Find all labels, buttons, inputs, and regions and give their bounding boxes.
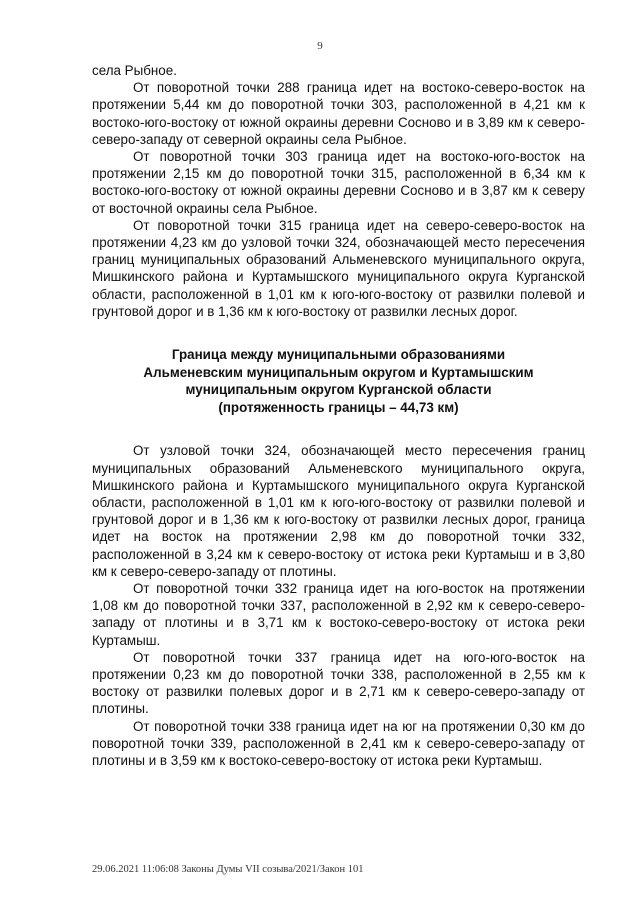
heading-line: муниципальным округом Курганской области <box>185 382 492 398</box>
paragraph: От поворотной точки 337 граница идет на юго-юго-восток на протяжении 0,23 км до поворотной точки 338, расположенной в 2,55 км к востоку от развилки полевых дорог и в 2,71 км к северо-северо-западу от плотины. <box>92 649 585 717</box>
paragraph: От поворотной точки 315 граница идет на северо-северо-восток на протяжении 4,23 км до узловой точки 324, обозначающей место пересечения границ муниципальных образований Альменевского муниципального округа, Мишкинского района и Куртамышского муниципального округа Курганской области, расположенной в 1,01 км к юго-юго-востоку от развилки полевой и грунтовой дорог и в 1,36 км к юго-востоку от развилки лесных дорог. <box>92 217 585 319</box>
document-footer: 29.06.2021 11:06:08 Законы Думы VII созыва/2021/Закон 101 <box>92 864 364 875</box>
paragraph: От поворотной точки 338 граница идет на юг на протяжении 0,30 км до поворотной точки 339, расположенной в 2,41 км к северо-северо-западу от плотины и в 3,59 км к востоко-северо-востоку от истока реки Куртамыш. <box>92 718 585 769</box>
paragraph: От поворотной точки 303 граница идет на востоко-юго-восток на протяжении 2,15 км до поворотной точки 315, расположенной в 6,34 км к востоко-юго-востоку от южной окраины деревни Сосново и в 3,87 км к северу от восточной окраины села Рыбное. <box>92 149 585 216</box>
paragraph: От поворотной точки 288 граница идет на востоко-северо-восток на протяжении 5,44 км до поворотной точки 303, расположенной в 4,21 км к востоко-юго-востоку от южной окраины деревни Сосново и в 3,89 км к северо-северо-западу от северной окраины села Рыбное. <box>92 80 585 147</box>
section-heading <box>92 346 585 416</box>
document-body <box>92 62 585 769</box>
heading-line: Альменевским муниципальным округом и Куртамышским <box>143 364 534 380</box>
paragraph: От поворотной точки 332 граница идет на юго-восток на протяжении 1,08 км до поворотной точки 337, расположенной в 2,92 км к северо-северо-западу от плотины и в 3,71 км к востоко-северо-востоку от истока реки Куртамыш. <box>92 581 585 648</box>
paragraph: села Рыбное. <box>92 63 177 78</box>
heading-length-note: (протяженность границы – 44,73 км) <box>218 399 459 415</box>
heading-line: Граница между муниципальными образованиями <box>171 347 506 363</box>
page-number: 9 <box>317 40 323 52</box>
paragraph: От узловой точки 324, обозначающей место пересечения границ муниципальных образований Альменевского муниципального округа, Мишкинского района и Куртамышского муниципального округа Курганской области, расположенной в 1,01 км к юго-юго-востоку от развилки полевой и грунтовой дорог и в 1,36 км к юго-востоку от развилки лесных дорог, граница идет на восток на протяжении 2,98 км до поворотной точки 332, расположенной в 3,24 км к северо-востоку от истока реки Куртамыш и в 3,80 км к северо-северо-западу от плотины. <box>92 443 585 579</box>
